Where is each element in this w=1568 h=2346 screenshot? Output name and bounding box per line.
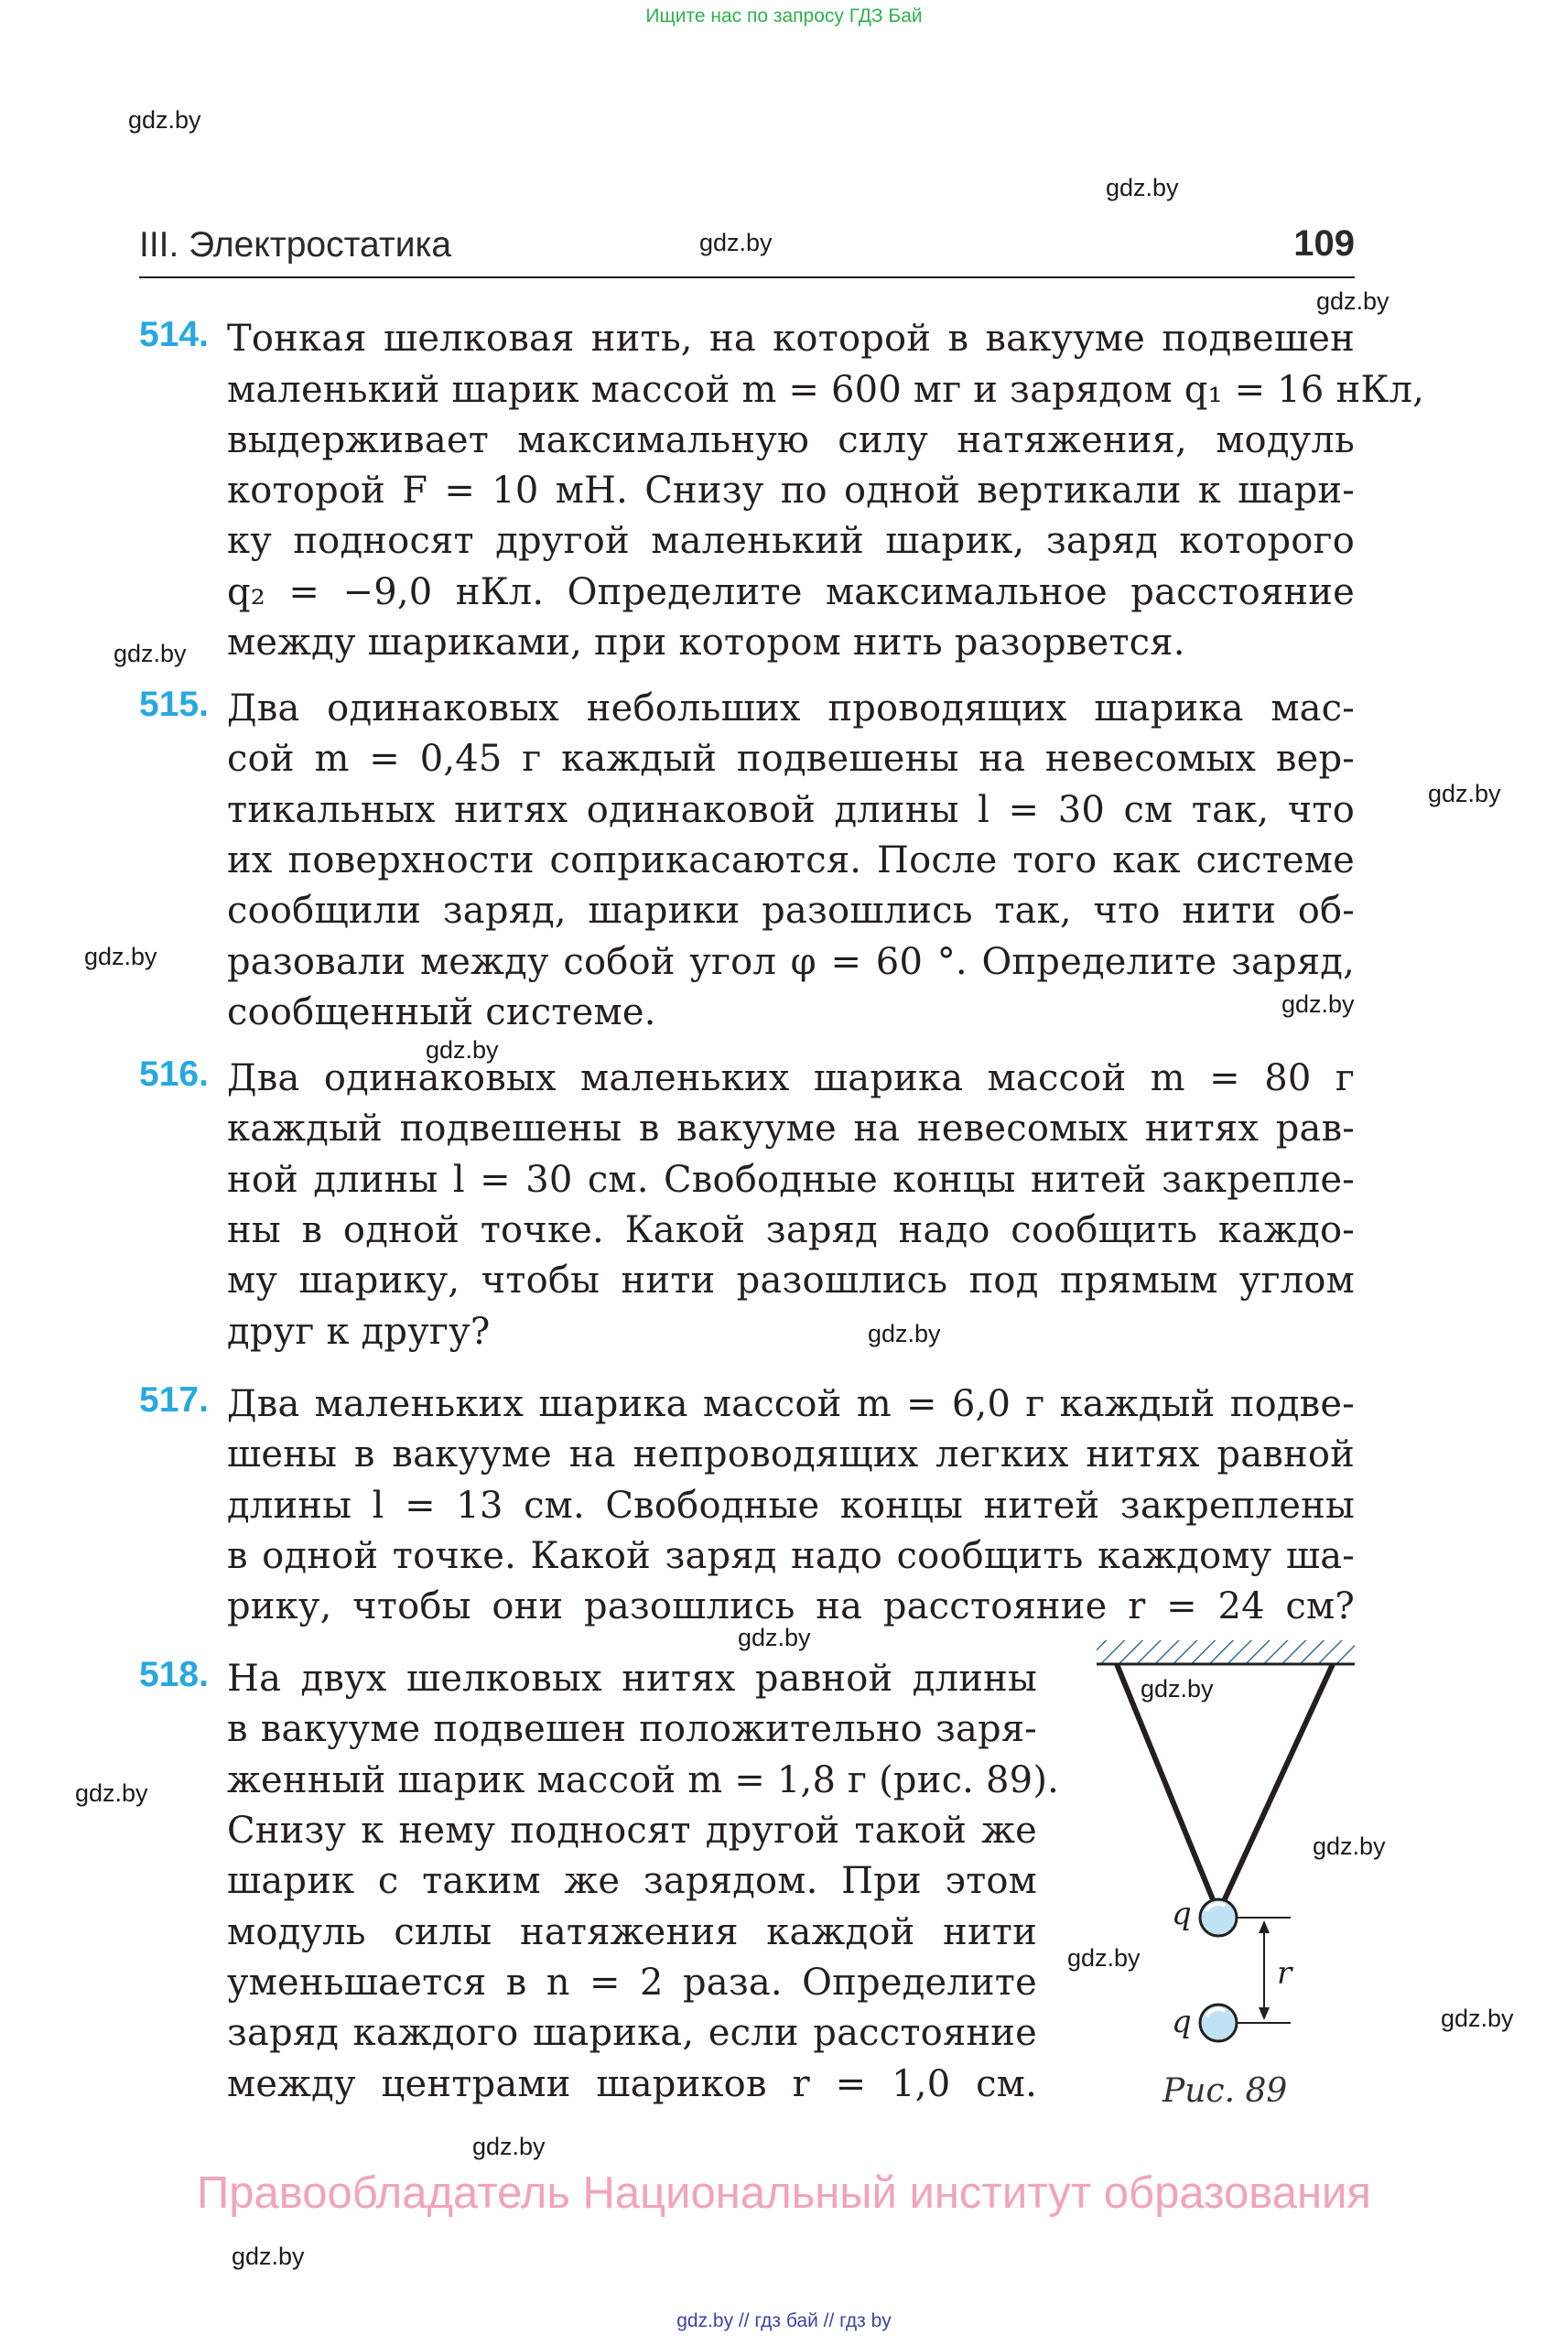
- watermark: gdz.by: [1106, 174, 1179, 201]
- problem-515-line: сообщенный системе.: [227, 991, 656, 1033]
- header-divider: [139, 276, 1355, 278]
- problem-518-line: заряд каждого шарика, если расстояние: [227, 2012, 1037, 2054]
- thread-right: [1218, 1664, 1333, 1913]
- problem-518-line: в вакууме подвешен положительно заря-: [227, 1708, 1037, 1750]
- problem-518-line: шарик с таким же зарядом. При этом: [227, 1860, 1037, 1902]
- watermark: gdz.by: [472, 2133, 546, 2160]
- problem-518-line: между центрами шариков r = 1,0 см.: [227, 2063, 1037, 2105]
- ceiling-hatch: [1097, 1640, 1355, 1664]
- watermark: gdz.by: [1428, 780, 1501, 807]
- figure-89: [1080, 1629, 1373, 2060]
- problem-517-line: рику, чтобы они разошлись на расстояние r = 24 см?: [227, 1585, 1355, 1627]
- watermark: gdz.by: [84, 943, 157, 970]
- watermark: gdz.by: [738, 1624, 811, 1651]
- watermark: gdz.by: [75, 1779, 148, 1807]
- problem-514-line: ку подносят другой маленький шарик, заряд которого: [227, 520, 1355, 562]
- problem-number-516: 516.: [139, 1054, 209, 1094]
- problem-515-line: сообщили заряд, шарики разошлись так, что нити об-: [227, 890, 1355, 932]
- problem-number-517: 517.: [139, 1380, 209, 1420]
- watermark: gdz.by: [114, 640, 187, 667]
- problem-516-line: ной длины l = 30 см. Свободные концы нитей закрепле-: [227, 1159, 1355, 1201]
- watermark: gdz.by: [1281, 990, 1355, 1018]
- problem-518-line: На двух шелковых нитях равной длины: [227, 1658, 1037, 1700]
- problem-517-line: Два маленьких шарика массой m = 6,0 г каждый подве-: [227, 1383, 1355, 1425]
- rights-holder: Правообладатель Национальный институт образования: [197, 2168, 1371, 2218]
- watermark: gdz.by: [1441, 2005, 1514, 2032]
- charge-label-top: q: [1172, 1896, 1192, 1932]
- problem-518-line: уменьшается в n = 2 раза. Определите: [227, 1962, 1037, 2004]
- problem-number-518: 518.: [139, 1655, 209, 1694]
- problem-514-line: q₂ = −9,0 нКл. Определите максимальное расстояние: [227, 571, 1355, 613]
- problem-517-line: длины l = 13 см. Свободные концы нитей закреплены: [227, 1485, 1355, 1527]
- thread-left: [1117, 1664, 1218, 1913]
- watermark: gdz.by: [1067, 1944, 1141, 1972]
- watermark: gdz.by: [128, 106, 201, 134]
- problem-515-line: сой m = 0,45 г каждый подвешены на невесомых вер-: [227, 738, 1355, 780]
- problem-516-line: каждый подвешены в вакууме на невесомых нитях рав-: [227, 1108, 1355, 1150]
- problem-514-line: выдерживает максимальную силу натяжения, модуль: [227, 419, 1355, 461]
- problem-514-line: Тонкая шелковая нить, на которой в вакууме подвешен: [227, 318, 1355, 360]
- problem-518-line: модуль силы натяжения каждой нити: [227, 1911, 1037, 1953]
- problem-517-line: шены в вакууме на непроводящих легких нитях равной: [227, 1433, 1355, 1476]
- problem-514-line: которой F = 10 мН. Снизу по одной вертикали к шари-: [227, 470, 1355, 512]
- problem-515-line: разовали между собой угол φ = 60 °. Определите заряд,: [227, 941, 1355, 983]
- figure-caption: Рис. 89: [1162, 2072, 1288, 2110]
- distance-label: r: [1277, 1955, 1292, 1992]
- page-number: 109: [1293, 223, 1355, 264]
- problem-514-line: между шариками, при котором нить разорвется.: [227, 622, 1185, 664]
- problem-516-line: ны в одной точке. Какой заряд надо сообщить каждо-: [227, 1209, 1355, 1251]
- watermark: gdz.by: [232, 2243, 305, 2270]
- charge-label-bottom: q: [1172, 2004, 1192, 2040]
- top-search-note: Ищите нас по запросу ГДЗ Бай: [645, 5, 923, 27]
- watermark: gdz.by: [868, 1320, 941, 1347]
- chapter-title: III. Электростатика: [139, 225, 452, 265]
- watermark: gdz.by: [1141, 1675, 1214, 1703]
- problem-516-line: друг к другу?: [227, 1311, 491, 1353]
- problem-518-line: Снизу к нему подносят другой такой же: [227, 1810, 1037, 1852]
- watermark: gdz.by: [1313, 1832, 1386, 1860]
- problem-514-line: маленький шарик массой m = 600 мг и зарядом q₁ = 16 нКл,: [227, 369, 1425, 411]
- watermark: gdz.by: [1316, 287, 1390, 315]
- problem-516-line: му шарику, чтобы нити разошлись под прямым углом: [227, 1259, 1355, 1302]
- footer-links: gdz.by // гдз бай // гдз by: [676, 2310, 892, 2331]
- problem-515-line: тикальных нитях одинаковой длины l = 30 см так, что: [227, 789, 1355, 831]
- problem-number-515: 515.: [139, 685, 209, 724]
- watermark: gdz.by: [426, 1036, 499, 1064]
- problem-516-line: Два одинаковых маленьких шарика массой m = 80 г: [227, 1057, 1355, 1099]
- problem-518-line: женный шарик массой m = 1,8 г (рис. 89).: [227, 1759, 1060, 1801]
- problem-number-514: 514.: [139, 315, 209, 354]
- watermark: gdz.by: [699, 229, 773, 256]
- problem-515-line: Два одинаковых небольших проводящих шарика мас-: [227, 687, 1355, 730]
- problem-515-line: их поверхности соприкасаются. После того как системе: [227, 839, 1355, 881]
- problem-517-line: в одной точке. Какой заряд надо сообщить каждому ша-: [227, 1535, 1355, 1577]
